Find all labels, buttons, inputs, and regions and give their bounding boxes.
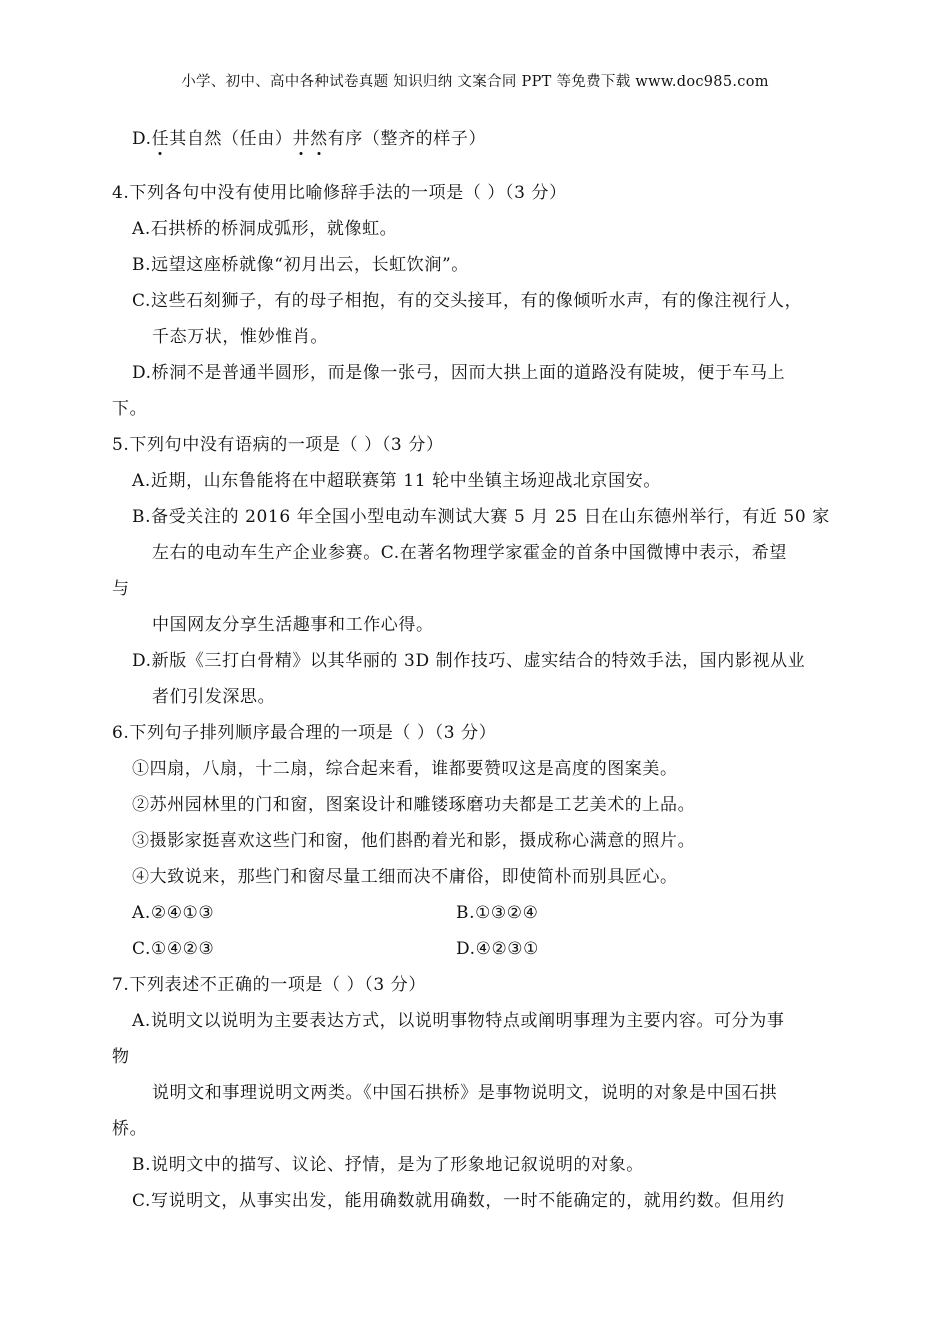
emphasis-char: 任 bbox=[151, 129, 170, 149]
q7-stem: 7.下列表述不正确的一项是（ ）（3 分） bbox=[112, 975, 426, 995]
q7-option-a-wrap2: 桥。 bbox=[112, 1119, 148, 1139]
q4-option-c-cont: 千态万状，惟妙惟肖。 bbox=[152, 327, 328, 347]
q6-option-b: B.①③②④ bbox=[456, 903, 539, 923]
q6-sentence-3: ③摄影家挺喜欢这些门和窗，他们斟酌着光和影，摄成称心满意的照片。 bbox=[132, 831, 696, 851]
q5-option-c-wrap: 与 bbox=[112, 579, 130, 599]
q6-option-d: D.④②③① bbox=[456, 939, 539, 959]
q5-option-b-cont: 左右的电动车生产企业参赛。C.在著名物理学家霍金的首条中国微博中表示，希望 bbox=[152, 543, 788, 563]
q5-option-c-cont: 中国网友分享生活趣事和工作心得。 bbox=[152, 615, 434, 635]
q6-sentence-1: ①四扇，八扇，十二扇，综合起来看，谁都要赞叹这是高度的图案美。 bbox=[132, 759, 678, 779]
q6-option-c: C.①④②③ bbox=[132, 939, 215, 959]
q4-option-b: B.远望这座桥就像“初月出云，长虹饮涧”。 bbox=[132, 255, 469, 275]
emphasis-char: 然 bbox=[310, 129, 328, 149]
q6-stem: 6.下列句子排列顺序最合理的一项是（ ）（3 分） bbox=[112, 723, 497, 743]
q5-option-b: B.备受关注的 2016 年全国小型电动车测试大赛 5 月 25 日在山东德州举行，有近 50 家 bbox=[132, 507, 830, 527]
q4-option-d-cont: 下。 bbox=[112, 399, 148, 419]
q7-option-b: B.说明文中的描写、议论、抒情，是为了形象地记叙说明的对象。 bbox=[132, 1155, 644, 1175]
page-header: 小学、初中、高中各种试卷真题 知识归纳 文案合同 PPT 等免费下载 www.doc985.com bbox=[181, 74, 769, 90]
q5-option-a: A.近期，山东鲁能将在中超联赛第 11 轮中坐镇主场迎战北京国安。 bbox=[132, 471, 661, 491]
q4-option-d: D.桥洞不是普通半圆形，而是像一张弓，因而大拱上面的道路没有陡坡，便于车马上 bbox=[132, 363, 786, 383]
emphasis-char: 井 bbox=[292, 129, 311, 149]
q4-option-a: A.石拱桥的桥洞成弧形，就像虹。 bbox=[132, 219, 398, 239]
q5-option-d: D.新版《三打白骨精》以其华丽的 3D 制作技巧、虚实结合的特效手法，国内影视从业 bbox=[132, 651, 806, 671]
q7-option-a-wrap: 物 bbox=[112, 1047, 130, 1067]
q4-stem: 4.下列各句中没有使用比喻修辞手法的一项是（ ）（3 分） bbox=[112, 183, 567, 203]
q7-option-c: C.写说明文，从事实出发，能用确数就用确数，一时不能确定的，就用约数。但用约 bbox=[132, 1191, 785, 1211]
q4-option-c: C.这些石刻狮子，有的母子相抱，有的交头接耳，有的像倾听水声，有的像注视行人， bbox=[132, 291, 803, 311]
q7-option-a: A.说明文以说明为主要表达方式，以说明事物特点或阐明事理为主要内容。可分为事 bbox=[132, 1011, 785, 1031]
q6-sentence-2: ②苏州园林里的门和窗，图案设计和雕镂琢磨功夫都是工艺美术的上品。 bbox=[132, 795, 696, 815]
q6-option-a: A.②④①③ bbox=[132, 903, 215, 923]
q5-option-d-cont: 者们引发深思。 bbox=[152, 687, 276, 707]
q3-option-d: D.任其自然（任由）井然有序（整齐的样子） bbox=[132, 129, 487, 149]
q6-sentence-4: ④大致说来，那些门和窗尽量工细而决不庸俗，即使简朴而别具匠心。 bbox=[132, 867, 678, 887]
q7-option-a-cont: 说明文和事理说明文两类。《中国石拱桥》是事物说明文，说明的对象是中国石拱 bbox=[152, 1083, 778, 1103]
q5-stem: 5.下列句中没有语病的一项是（ ）（3 分） bbox=[112, 435, 444, 455]
